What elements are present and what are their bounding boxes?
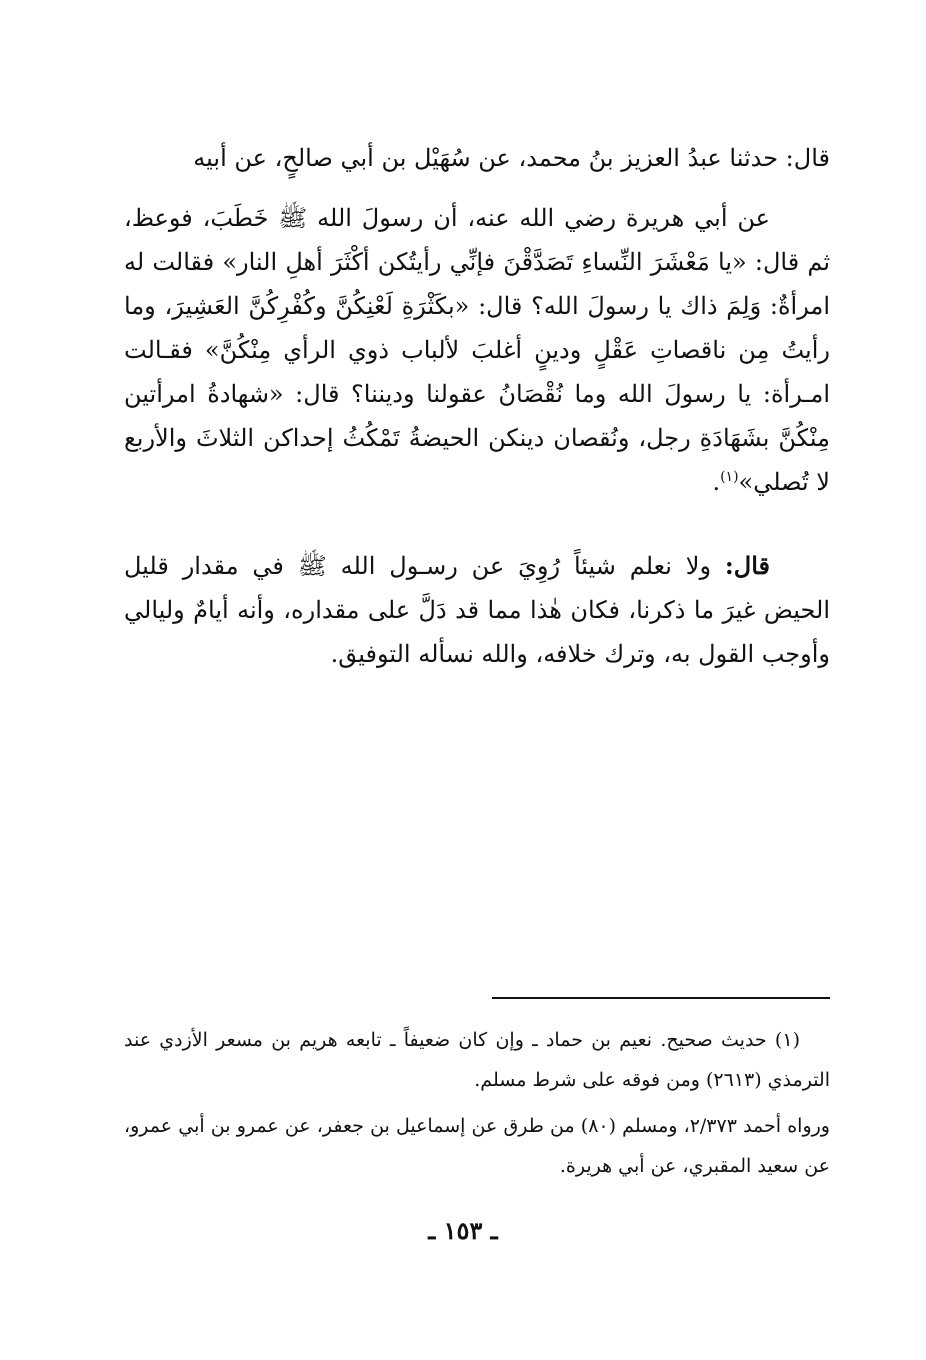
paragraph-isnad: قال: حدثنا عبدُ العزيز بنُ محمد، عن سُهَيْل بن أبي صالحٍ، عن أبيه [193, 144, 830, 172]
footnote-separator [492, 997, 830, 999]
commentary-text: ولا نعلم شيئاً رُوِيَ عن رسـول الله ﷺ في مقدار قليل الحيض غيرَ ما ذكرنا، فكان هٰذا مما قد دَلَّ على مقداره، وأنه أيامٌ وليالي وأوجب القول به، وترك خلافه، والله نسأله التوفيق. [124, 552, 830, 668]
page-number: ـ ١٥٣ ـ [428, 1216, 498, 1245]
footnote-1-continuation: ورواه أحمد ٢/٣٧٣، ومسلم (٨٠) من طرق عن إسماعيل بن جعفر، عن عمرو بن أبي عمرو، عن سعيد المقبري، عن أبي هريرة. [124, 1115, 830, 1177]
footnote-reference[interactable]: (١) [720, 469, 739, 485]
paragraph-hadith [124, 196, 830, 504]
paragraph-commentary [124, 544, 830, 676]
commentary-lead: قال: [724, 551, 770, 580]
hadith-end-punct: . [712, 468, 721, 496]
hadith-text: عن أبي هريرة رضي الله عنه، أن رسولَ الله ﷺ خَطَبَ، فوعظ، ثم قال: «يا مَعْشَرَ النِّساءِ تَصَدَّقْنَ فإنِّي رأيتُكن أكْثَرَ أهلِ النار» فقالت له امرأةٌ: وَلِمَ ذاك يا رسولَ الله؟ قال: «بكَثْرَةِ لَعْنِكُنَّ وكُفْرِكُنَّ العَشِيرَ، وما رأيتُ مِن ناقصاتِ عَقْلٍ ودينٍ أغلبَ لألباب ذوي الرأي مِنْكُنَّ» فقـالت امـرأة: يا رسولَ الله وما نُقْصَانُ عقولنا وديننا؟ قال: «شهادةُ امرأتين مِنْكُنَّ بشَهَادَةِ رجل، ونُقصان دينكن الحيضةُ تَمْكُثُ إحداكن الثلاثَ والأربع لا تُصلي» [124, 204, 830, 496]
footnote-1: (١) حديث صحيح. نعيم بن حماد ـ وإن كان ضعيفاً ـ تابعه هريم بن مسعر الأزدي عند الترمذي (٢٦١٣) ومن فوقه على شرط مسلم. [124, 1029, 830, 1091]
footnotes [124, 1020, 830, 1186]
